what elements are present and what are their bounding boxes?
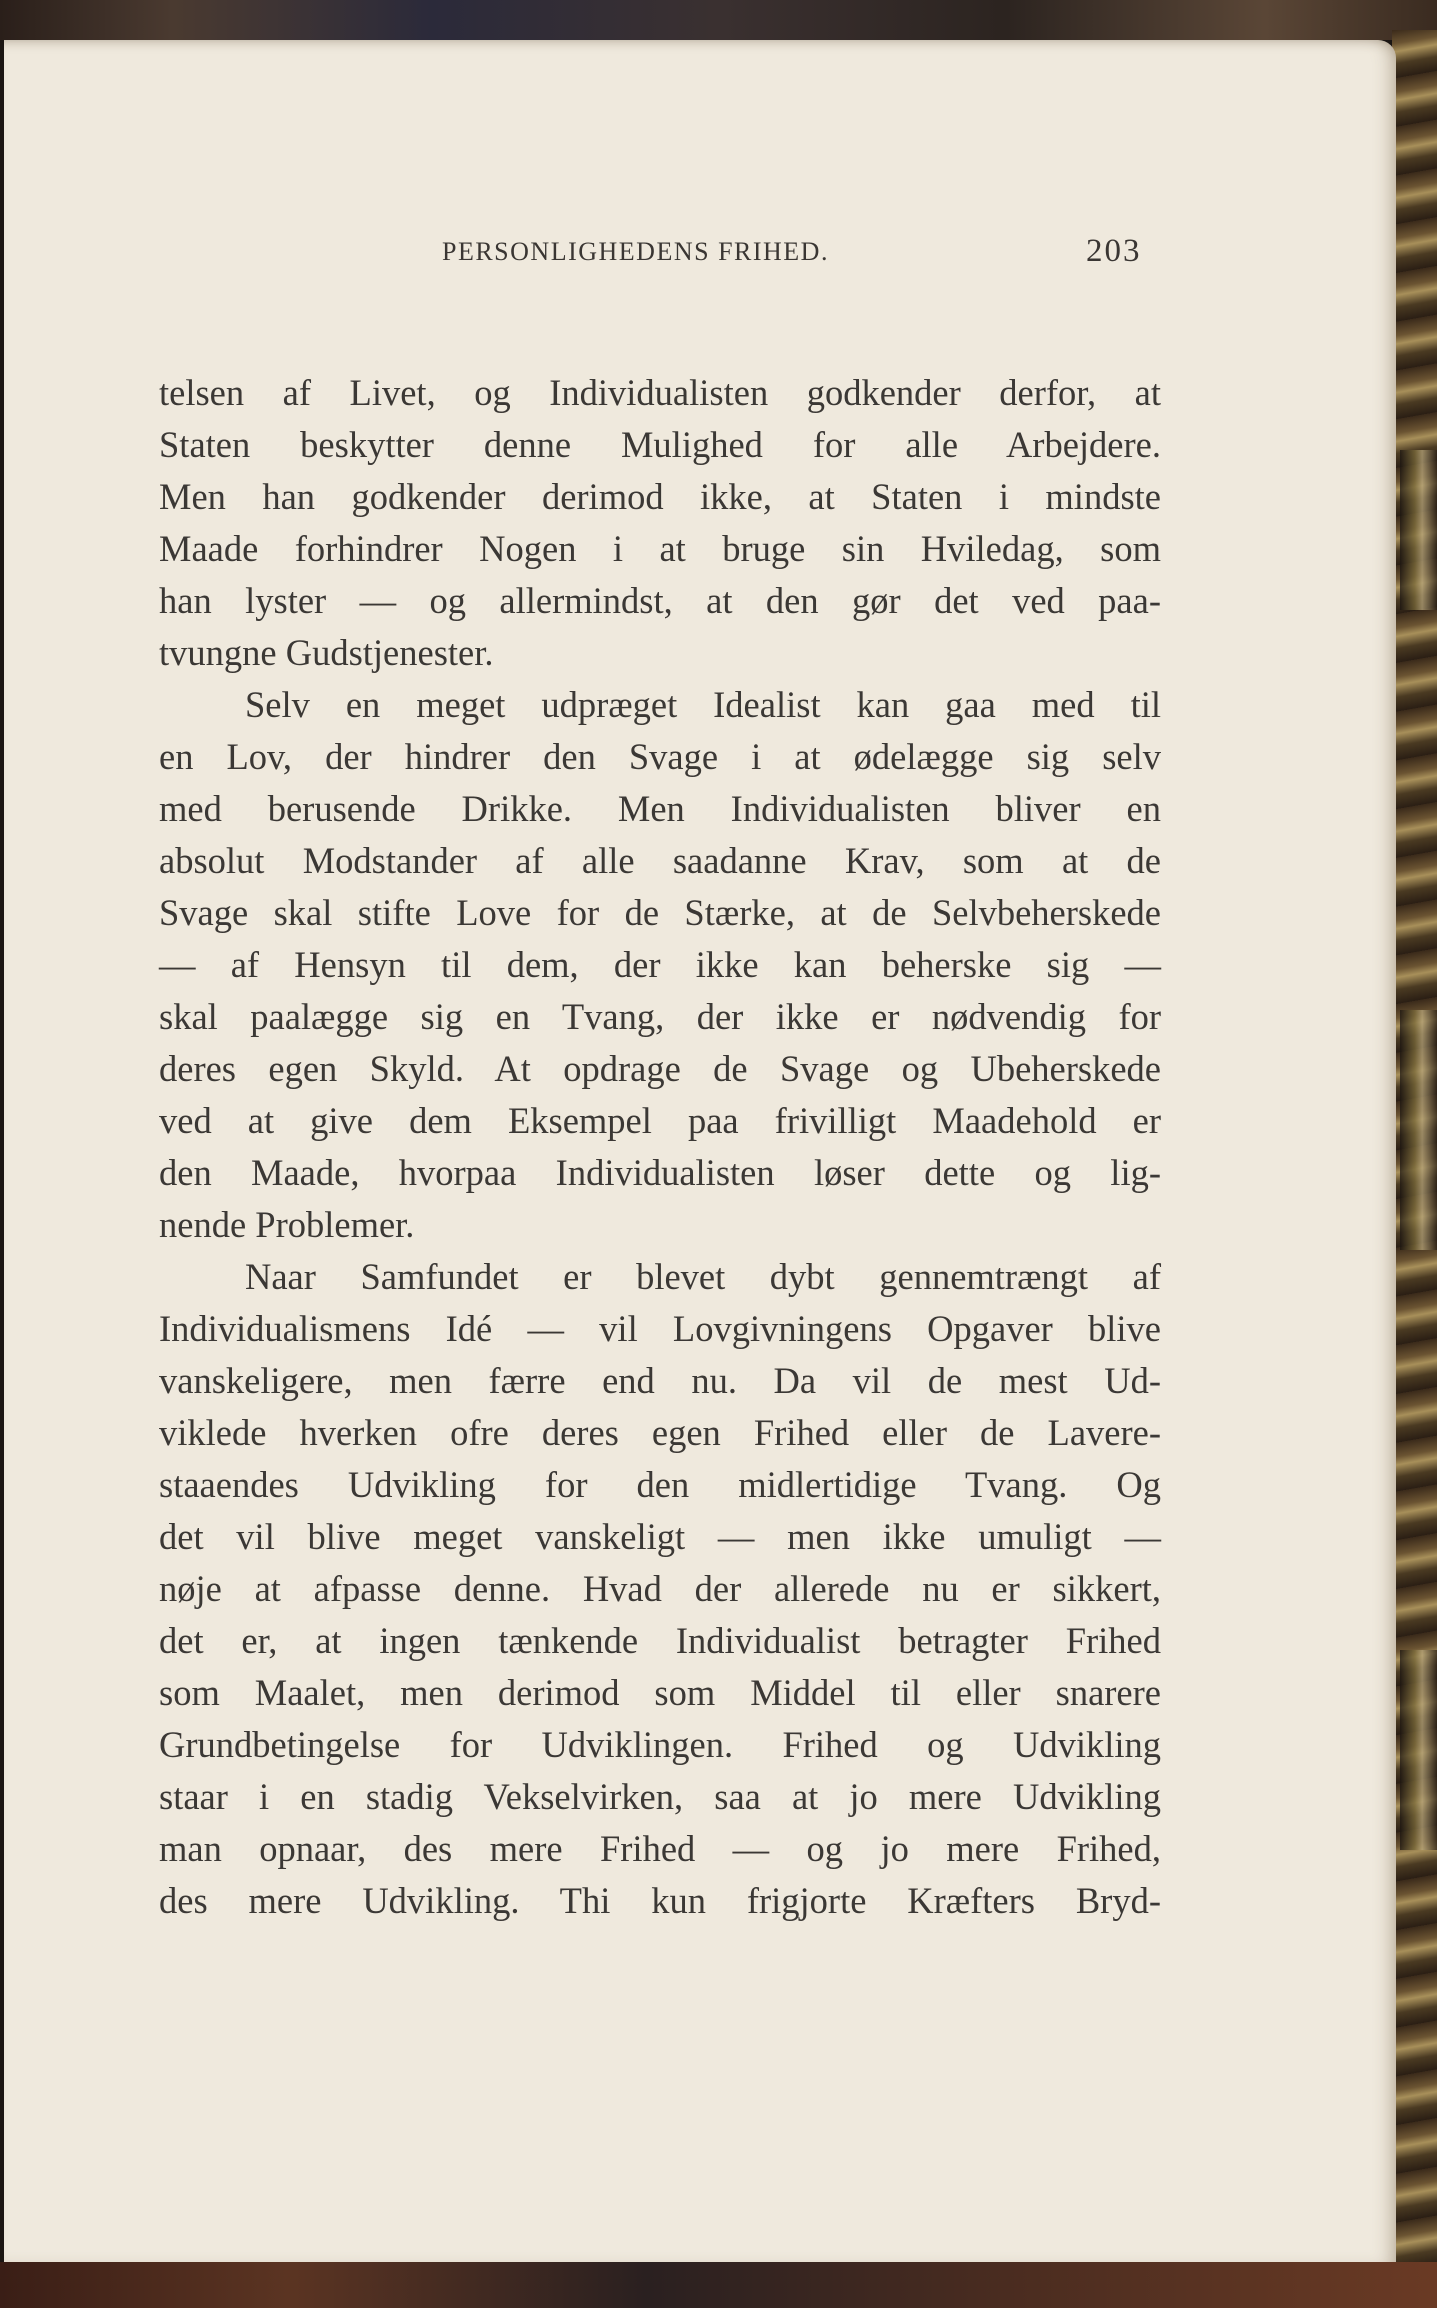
text-line: han lyster — og allermindst, at den gør det ved paa-: [159, 580, 1161, 621]
text-line: deres egen Skyld. At opdrage de Svage og Ubeherskede: [159, 1048, 1161, 1089]
text-line: med berusende Drikke. Men Individualisten bliver en: [159, 788, 1161, 829]
marble-band: [1400, 1010, 1437, 1250]
page-sheet: [4, 40, 1396, 2262]
text-line: det vil blive meget vanskeligt — men ikke umuligt —: [159, 1516, 1161, 1557]
text-line: Men han godkender derimod ikke, at Staten i mindste: [159, 476, 1161, 517]
text-line: det er, at ingen tænkende Individualist betragter Frihed: [159, 1620, 1161, 1661]
text-line: ved at give dem Eksempel paa frivilligt Maadehold er: [159, 1100, 1161, 1141]
text-line: en Lov, der hindrer den Svage i at ødelægge sig selv: [159, 736, 1161, 777]
text-line: nende Problemer.: [159, 1204, 415, 1245]
text-line: Grundbetingelse for Udviklingen. Frihed og Udvikling: [159, 1724, 1161, 1765]
text-line: man opnaar, des mere Frihed — og jo mere Frihed,: [159, 1828, 1161, 1869]
text-line: staar i en stadig Vekselvirken, saa at jo mere Udvikling: [159, 1776, 1161, 1817]
text-line: staaendes Udvikling for den midlertidige Tvang. Og: [159, 1464, 1161, 1505]
book-top-edge: [0, 0, 1437, 40]
text-line: Svage skal stifte Love for de Stærke, at de Selvbeherskede: [159, 892, 1161, 933]
text-line: telsen af Livet, og Individualisten godkender derfor, at: [159, 372, 1161, 413]
marble-band: [1400, 1650, 1437, 1850]
text-line: Individualismens Idé — vil Lovgivningens Opgaver blive: [159, 1308, 1161, 1349]
marble-band: [1400, 450, 1437, 610]
body-text: [159, 367, 1161, 1927]
text-line: Staten beskytter denne Mulighed for alle Arbejdere.: [159, 424, 1161, 465]
text-line: Naar Samfundet er blevet dybt gennemtrængt af: [245, 1256, 1161, 1297]
text-line: nøje at afpasse denne. Hvad der allerede nu er sikkert,: [159, 1568, 1161, 1609]
text-line: Maade forhindrer Nogen i at bruge sin Hviledag, som: [159, 528, 1161, 569]
marbled-page-edge: [1392, 30, 1437, 2270]
text-line: tvungne Gudstjenester.: [159, 632, 494, 673]
text-line: absolut Modstander af alle saadanne Krav, som at de: [159, 840, 1161, 881]
text-line: den Maade, hvorpaa Individualisten løser dette og lig-: [159, 1152, 1161, 1193]
running-head-title: PERSONLIGHEDENS FRIHED.: [442, 237, 829, 266]
text-line: vanskeligere, men færre end nu. Da vil de mest Ud-: [159, 1360, 1161, 1401]
text-line: — af Hensyn til dem, der ikke kan beherske sig —: [159, 944, 1161, 985]
book-bottom-edge: [0, 2262, 1437, 2308]
text-line: som Maalet, men derimod som Middel til eller snarere: [159, 1672, 1161, 1713]
text-line: skal paalægge sig en Tvang, der ikke er nødvendig for: [159, 996, 1161, 1037]
text-line: viklede hverken ofre deres egen Frihed eller de Lavere-: [159, 1412, 1161, 1453]
text-line: des mere Udvikling. Thi kun frigjorte Kræfters Bryd-: [159, 1880, 1161, 1921]
text-line: Selv en meget udpræget Idealist kan gaa med til: [245, 684, 1161, 725]
page-number: 203: [1086, 233, 1142, 269]
